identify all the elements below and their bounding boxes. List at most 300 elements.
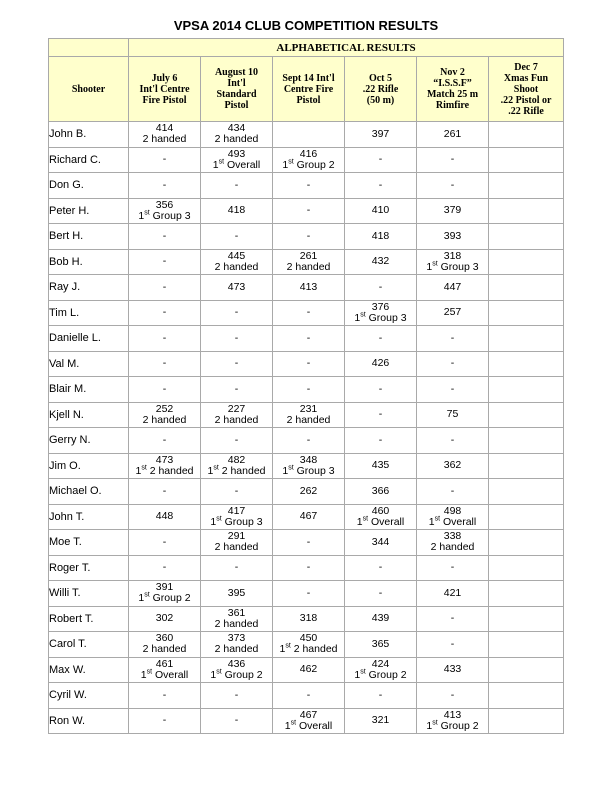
score-value: 473 <box>227 280 246 293</box>
score-cell <box>273 504 345 530</box>
score-cell <box>345 428 417 454</box>
event-column-header <box>489 57 564 122</box>
score-value: 493 <box>227 147 246 160</box>
score-cell <box>417 326 489 352</box>
score-cell <box>345 453 417 479</box>
score-value: - <box>162 484 167 497</box>
event-column-header <box>273 57 345 122</box>
shooter-name: Max W. <box>49 657 129 683</box>
score-cell <box>417 479 489 505</box>
score-cell <box>273 453 345 479</box>
score-cell <box>489 632 564 658</box>
score-value: 365 <box>371 637 390 650</box>
score-value: 426 <box>371 357 390 370</box>
score-cell <box>417 453 489 479</box>
score-cell <box>129 122 201 148</box>
column-header-line: Int'l <box>227 78 246 89</box>
score-value: - <box>378 408 383 421</box>
score-value: - <box>378 153 383 166</box>
column-header-line: Sept 14 Int'l <box>282 72 335 84</box>
score-cell <box>345 147 417 173</box>
table-row <box>49 377 564 403</box>
score-value: - <box>378 433 383 446</box>
score-cell <box>129 351 201 377</box>
shooter-name: Peter H. <box>49 198 129 224</box>
table-row <box>49 581 564 607</box>
score-cell <box>201 632 273 658</box>
table-row <box>49 326 564 352</box>
score-cell <box>129 479 201 505</box>
shooter-name: Jim O. <box>49 453 129 479</box>
table-row <box>49 683 564 709</box>
score-value: 410 <box>371 204 390 217</box>
score-cell <box>273 351 345 377</box>
results-table <box>48 38 564 734</box>
event-column-header <box>345 57 417 122</box>
table-row <box>49 275 564 301</box>
score-cell <box>345 683 417 709</box>
score-cell <box>417 173 489 199</box>
score-note: 2 handed <box>214 133 259 146</box>
score-value: 376 <box>371 300 390 313</box>
score-value: 302 <box>155 612 174 625</box>
score-note: 1st Group 3 <box>210 515 263 528</box>
score-value: 433 <box>443 663 462 676</box>
column-header-row <box>49 57 564 122</box>
score-cell <box>201 249 273 275</box>
score-value: 291 <box>227 530 246 543</box>
score-value: 473 <box>155 453 174 466</box>
score-note: 1st Group 2 <box>354 668 407 681</box>
score-value: - <box>306 178 311 191</box>
score-cell <box>201 198 273 224</box>
score-cell <box>273 657 345 683</box>
score-value: - <box>378 586 383 599</box>
score-cell <box>129 147 201 173</box>
table-row <box>49 351 564 377</box>
score-value: - <box>162 229 167 242</box>
score-cell <box>273 708 345 734</box>
score-cell <box>129 249 201 275</box>
score-cell <box>489 581 564 607</box>
score-cell <box>417 198 489 224</box>
score-value: 413 <box>443 708 462 721</box>
score-cell <box>489 479 564 505</box>
score-cell <box>417 581 489 607</box>
score-cell <box>273 224 345 250</box>
score-cell <box>345 326 417 352</box>
shooter-name: Val M. <box>49 351 129 377</box>
score-cell <box>345 632 417 658</box>
shooter-name: Carol T. <box>49 632 129 658</box>
score-value: - <box>306 586 311 599</box>
score-note: 2 handed <box>214 617 259 630</box>
score-cell <box>489 530 564 556</box>
score-cell <box>417 351 489 377</box>
column-header-line: Nov 2 <box>440 67 465 78</box>
score-value: - <box>378 382 383 395</box>
score-note: 1st Group 2 <box>426 719 479 732</box>
score-value: 413 <box>299 280 318 293</box>
score-cell <box>129 530 201 556</box>
shooter-name: Bob H. <box>49 249 129 275</box>
score-cell <box>417 504 489 530</box>
results-body <box>49 122 564 734</box>
score-cell <box>489 377 564 403</box>
score-value: 262 <box>299 484 318 497</box>
score-cell <box>417 632 489 658</box>
score-value: - <box>450 153 455 166</box>
score-cell <box>489 249 564 275</box>
score-cell <box>489 555 564 581</box>
score-value: 418 <box>371 229 390 242</box>
score-cell <box>489 275 564 301</box>
score-value: - <box>306 204 311 217</box>
column-header-line: .22 Rifle <box>508 105 544 117</box>
score-cell <box>201 504 273 530</box>
score-note: 2 handed <box>430 541 475 554</box>
score-value: 356 <box>155 198 174 211</box>
score-cell <box>273 122 345 148</box>
score-value: - <box>162 535 167 548</box>
score-cell <box>273 606 345 632</box>
score-cell <box>129 683 201 709</box>
column-header-line: Centre Fire <box>283 83 334 95</box>
score-value: 450 <box>299 632 318 645</box>
column-header-line: Dec 7 <box>514 61 538 73</box>
score-value: 424 <box>371 657 390 670</box>
score-cell <box>273 326 345 352</box>
score-cell <box>417 377 489 403</box>
shooter-name: Don G. <box>49 173 129 199</box>
score-value: 261 <box>299 249 318 262</box>
score-cell <box>129 275 201 301</box>
score-value: 373 <box>227 632 246 645</box>
score-value: - <box>450 433 455 446</box>
score-value: - <box>306 382 311 395</box>
score-cell <box>489 504 564 530</box>
score-cell <box>201 428 273 454</box>
shooter-name: Robert T. <box>49 606 129 632</box>
score-note: 1st Group 2 <box>282 158 335 171</box>
score-cell <box>417 224 489 250</box>
score-note: 1st 2 handed <box>279 642 338 656</box>
score-value: - <box>450 484 455 497</box>
column-header-line: “I.S.S.F” <box>433 78 472 89</box>
score-value: 75 <box>446 408 459 421</box>
shooter-name: John T. <box>49 504 129 530</box>
score-value: - <box>234 714 239 727</box>
score-note: 1st Group 3 <box>138 209 191 222</box>
score-value: - <box>234 382 239 395</box>
score-cell <box>489 173 564 199</box>
score-value: 448 <box>155 510 174 523</box>
column-header-line: Xmas Fun <box>503 72 549 84</box>
score-cell <box>201 555 273 581</box>
table-row <box>49 402 564 428</box>
column-header-line: August 10 <box>214 67 259 78</box>
table-row <box>49 198 564 224</box>
score-cell <box>201 275 273 301</box>
score-value: - <box>306 561 311 574</box>
header-corner-cell <box>49 39 129 57</box>
score-value: - <box>450 688 455 701</box>
score-cell <box>201 147 273 173</box>
score-value: - <box>306 535 311 548</box>
score-value: 498 <box>443 504 462 517</box>
score-cell <box>345 708 417 734</box>
shooter-name: Ron W. <box>49 708 129 734</box>
score-cell <box>345 275 417 301</box>
score-value: - <box>306 357 311 370</box>
score-cell <box>201 300 273 326</box>
score-cell <box>273 581 345 607</box>
score-value: 361 <box>227 606 246 619</box>
score-cell <box>273 555 345 581</box>
score-cell <box>345 351 417 377</box>
alphabetical-results-header: ALPHABETICAL RESULTS <box>129 39 564 57</box>
event-column-header <box>417 57 489 122</box>
column-header-line: July 6 <box>151 72 178 84</box>
score-cell <box>489 326 564 352</box>
table-row <box>49 147 564 173</box>
score-value: - <box>450 637 455 650</box>
score-cell <box>129 632 201 658</box>
score-value: 318 <box>443 249 462 262</box>
score-cell <box>201 351 273 377</box>
score-value: 397 <box>371 127 390 140</box>
score-cell <box>129 708 201 734</box>
shooter-name: Roger T. <box>49 555 129 581</box>
score-cell <box>273 198 345 224</box>
score-cell <box>273 402 345 428</box>
score-note: 1st Group 3 <box>354 311 407 324</box>
score-value: - <box>234 433 239 446</box>
score-cell <box>345 555 417 581</box>
event-column-header <box>201 57 273 122</box>
score-value: 318 <box>299 612 318 625</box>
column-header-line: Shooter <box>71 83 106 95</box>
score-note: 2 handed <box>214 643 259 656</box>
score-cell <box>417 402 489 428</box>
table-row <box>49 122 564 148</box>
score-cell <box>489 402 564 428</box>
shooter-name: Ray J. <box>49 275 129 301</box>
score-value: - <box>234 229 239 242</box>
score-cell <box>489 606 564 632</box>
table-row <box>49 504 564 530</box>
score-cell <box>417 300 489 326</box>
score-cell <box>129 224 201 250</box>
score-cell <box>201 224 273 250</box>
score-cell <box>129 326 201 352</box>
score-cell <box>489 428 564 454</box>
table-row <box>49 606 564 632</box>
column-header-line: Fire Pistol <box>142 94 187 106</box>
shooter-name: Gerry N. <box>49 428 129 454</box>
column-header-line: Pistol <box>224 100 249 111</box>
score-cell <box>273 428 345 454</box>
column-header-line: Int'l Centre <box>139 83 190 95</box>
score-cell <box>201 581 273 607</box>
table-row <box>49 173 564 199</box>
score-value: - <box>162 178 167 191</box>
score-note: 1st 2 handed <box>135 464 194 477</box>
score-cell <box>129 402 201 428</box>
score-value: 435 <box>371 459 390 472</box>
score-value: - <box>162 688 167 701</box>
score-note: 1st Overall <box>212 158 261 171</box>
table-row <box>49 428 564 454</box>
score-note: 2 handed <box>214 541 259 554</box>
score-cell <box>417 428 489 454</box>
score-value: 467 <box>299 708 318 721</box>
score-cell <box>273 147 345 173</box>
shooter-name: Richard C. <box>49 147 129 173</box>
score-cell <box>489 300 564 326</box>
score-note: 2 handed <box>214 260 259 273</box>
score-value: - <box>162 306 167 319</box>
score-value: - <box>450 178 455 191</box>
score-cell <box>201 708 273 734</box>
score-value: 395 <box>227 586 246 599</box>
score-cell <box>345 479 417 505</box>
score-cell <box>417 249 489 275</box>
score-cell <box>201 402 273 428</box>
score-cell <box>201 657 273 683</box>
score-note: 1st Overall <box>356 515 405 528</box>
score-note: 1st 2 handed <box>207 464 266 477</box>
score-value: - <box>450 382 455 395</box>
score-value: - <box>450 357 455 370</box>
score-value: 321 <box>371 714 390 727</box>
score-value: - <box>378 178 383 191</box>
score-value: - <box>306 688 311 701</box>
shooter-name: Danielle L. <box>49 326 129 352</box>
score-value: - <box>378 331 383 344</box>
score-cell <box>201 377 273 403</box>
event-column-header <box>129 57 201 122</box>
score-value: 338 <box>443 530 462 543</box>
score-value: - <box>234 357 239 370</box>
score-value: - <box>162 714 167 727</box>
score-cell <box>345 173 417 199</box>
table-row <box>49 708 564 734</box>
score-cell <box>489 122 564 148</box>
score-value: - <box>162 153 167 166</box>
score-value: 447 <box>443 280 462 293</box>
score-value: - <box>378 280 383 293</box>
score-note: 2 handed <box>142 133 187 146</box>
score-cell <box>345 377 417 403</box>
score-cell <box>345 198 417 224</box>
score-cell <box>201 530 273 556</box>
shooter-name: Tim L. <box>49 300 129 326</box>
score-value: 467 <box>299 510 318 523</box>
score-cell <box>417 708 489 734</box>
score-value: 362 <box>443 459 462 472</box>
score-cell <box>489 453 564 479</box>
shooter-name: John B. <box>49 122 129 148</box>
score-value: - <box>306 229 311 242</box>
score-cell <box>345 581 417 607</box>
score-cell <box>345 657 417 683</box>
score-cell <box>345 530 417 556</box>
score-note: 1st Group 2 <box>138 591 191 605</box>
score-value: 391 <box>155 581 174 594</box>
score-cell <box>489 224 564 250</box>
score-value: - <box>162 331 167 344</box>
score-cell <box>129 377 201 403</box>
score-value: - <box>234 688 239 701</box>
score-cell <box>129 504 201 530</box>
shooter-name: Bert H. <box>49 224 129 250</box>
score-value: - <box>450 561 455 574</box>
score-value: 445 <box>227 249 246 262</box>
column-header-line: Rimfire <box>435 100 470 111</box>
score-value: 348 <box>299 453 318 466</box>
column-header-line: Match 25 m <box>426 89 479 100</box>
score-value: 261 <box>443 127 462 140</box>
score-note: 2 handed <box>286 260 331 273</box>
page-title: VPSA 2014 CLUB COMPETITION RESULTS <box>173 18 439 33</box>
score-value: - <box>450 331 455 344</box>
score-value: - <box>162 433 167 446</box>
score-value: 252 <box>155 402 174 415</box>
score-cell <box>345 504 417 530</box>
score-cell <box>201 173 273 199</box>
score-note: 1st Group 2 <box>210 668 263 681</box>
score-value: 360 <box>155 632 174 645</box>
score-cell <box>129 198 201 224</box>
score-cell <box>417 657 489 683</box>
score-cell <box>345 224 417 250</box>
score-cell <box>345 402 417 428</box>
score-cell <box>345 122 417 148</box>
score-note: 2 handed <box>142 643 187 656</box>
score-value: - <box>162 561 167 574</box>
score-cell <box>129 581 201 607</box>
score-cell <box>417 147 489 173</box>
score-cell <box>345 300 417 326</box>
shooter-column-header <box>49 57 129 122</box>
column-header-line: Oct 5 <box>368 72 393 84</box>
score-value: - <box>234 484 239 497</box>
table-row <box>49 530 564 556</box>
table-row <box>49 224 564 250</box>
score-value: - <box>306 306 311 319</box>
score-value: - <box>162 280 167 293</box>
score-cell <box>201 479 273 505</box>
score-cell <box>489 708 564 734</box>
shooter-name: Cyril W. <box>49 683 129 709</box>
score-value: 366 <box>371 484 390 497</box>
score-cell <box>201 606 273 632</box>
score-value: 436 <box>227 657 246 670</box>
score-value: 231 <box>299 402 318 415</box>
table-row <box>49 300 564 326</box>
score-cell <box>417 606 489 632</box>
score-value: 416 <box>299 147 318 160</box>
table-row <box>49 479 564 505</box>
score-value: 462 <box>299 663 318 676</box>
score-cell <box>489 351 564 377</box>
score-cell <box>273 275 345 301</box>
table-row <box>49 249 564 275</box>
score-value: 421 <box>443 586 462 599</box>
score-cell <box>273 530 345 556</box>
score-value: 434 <box>227 122 246 135</box>
